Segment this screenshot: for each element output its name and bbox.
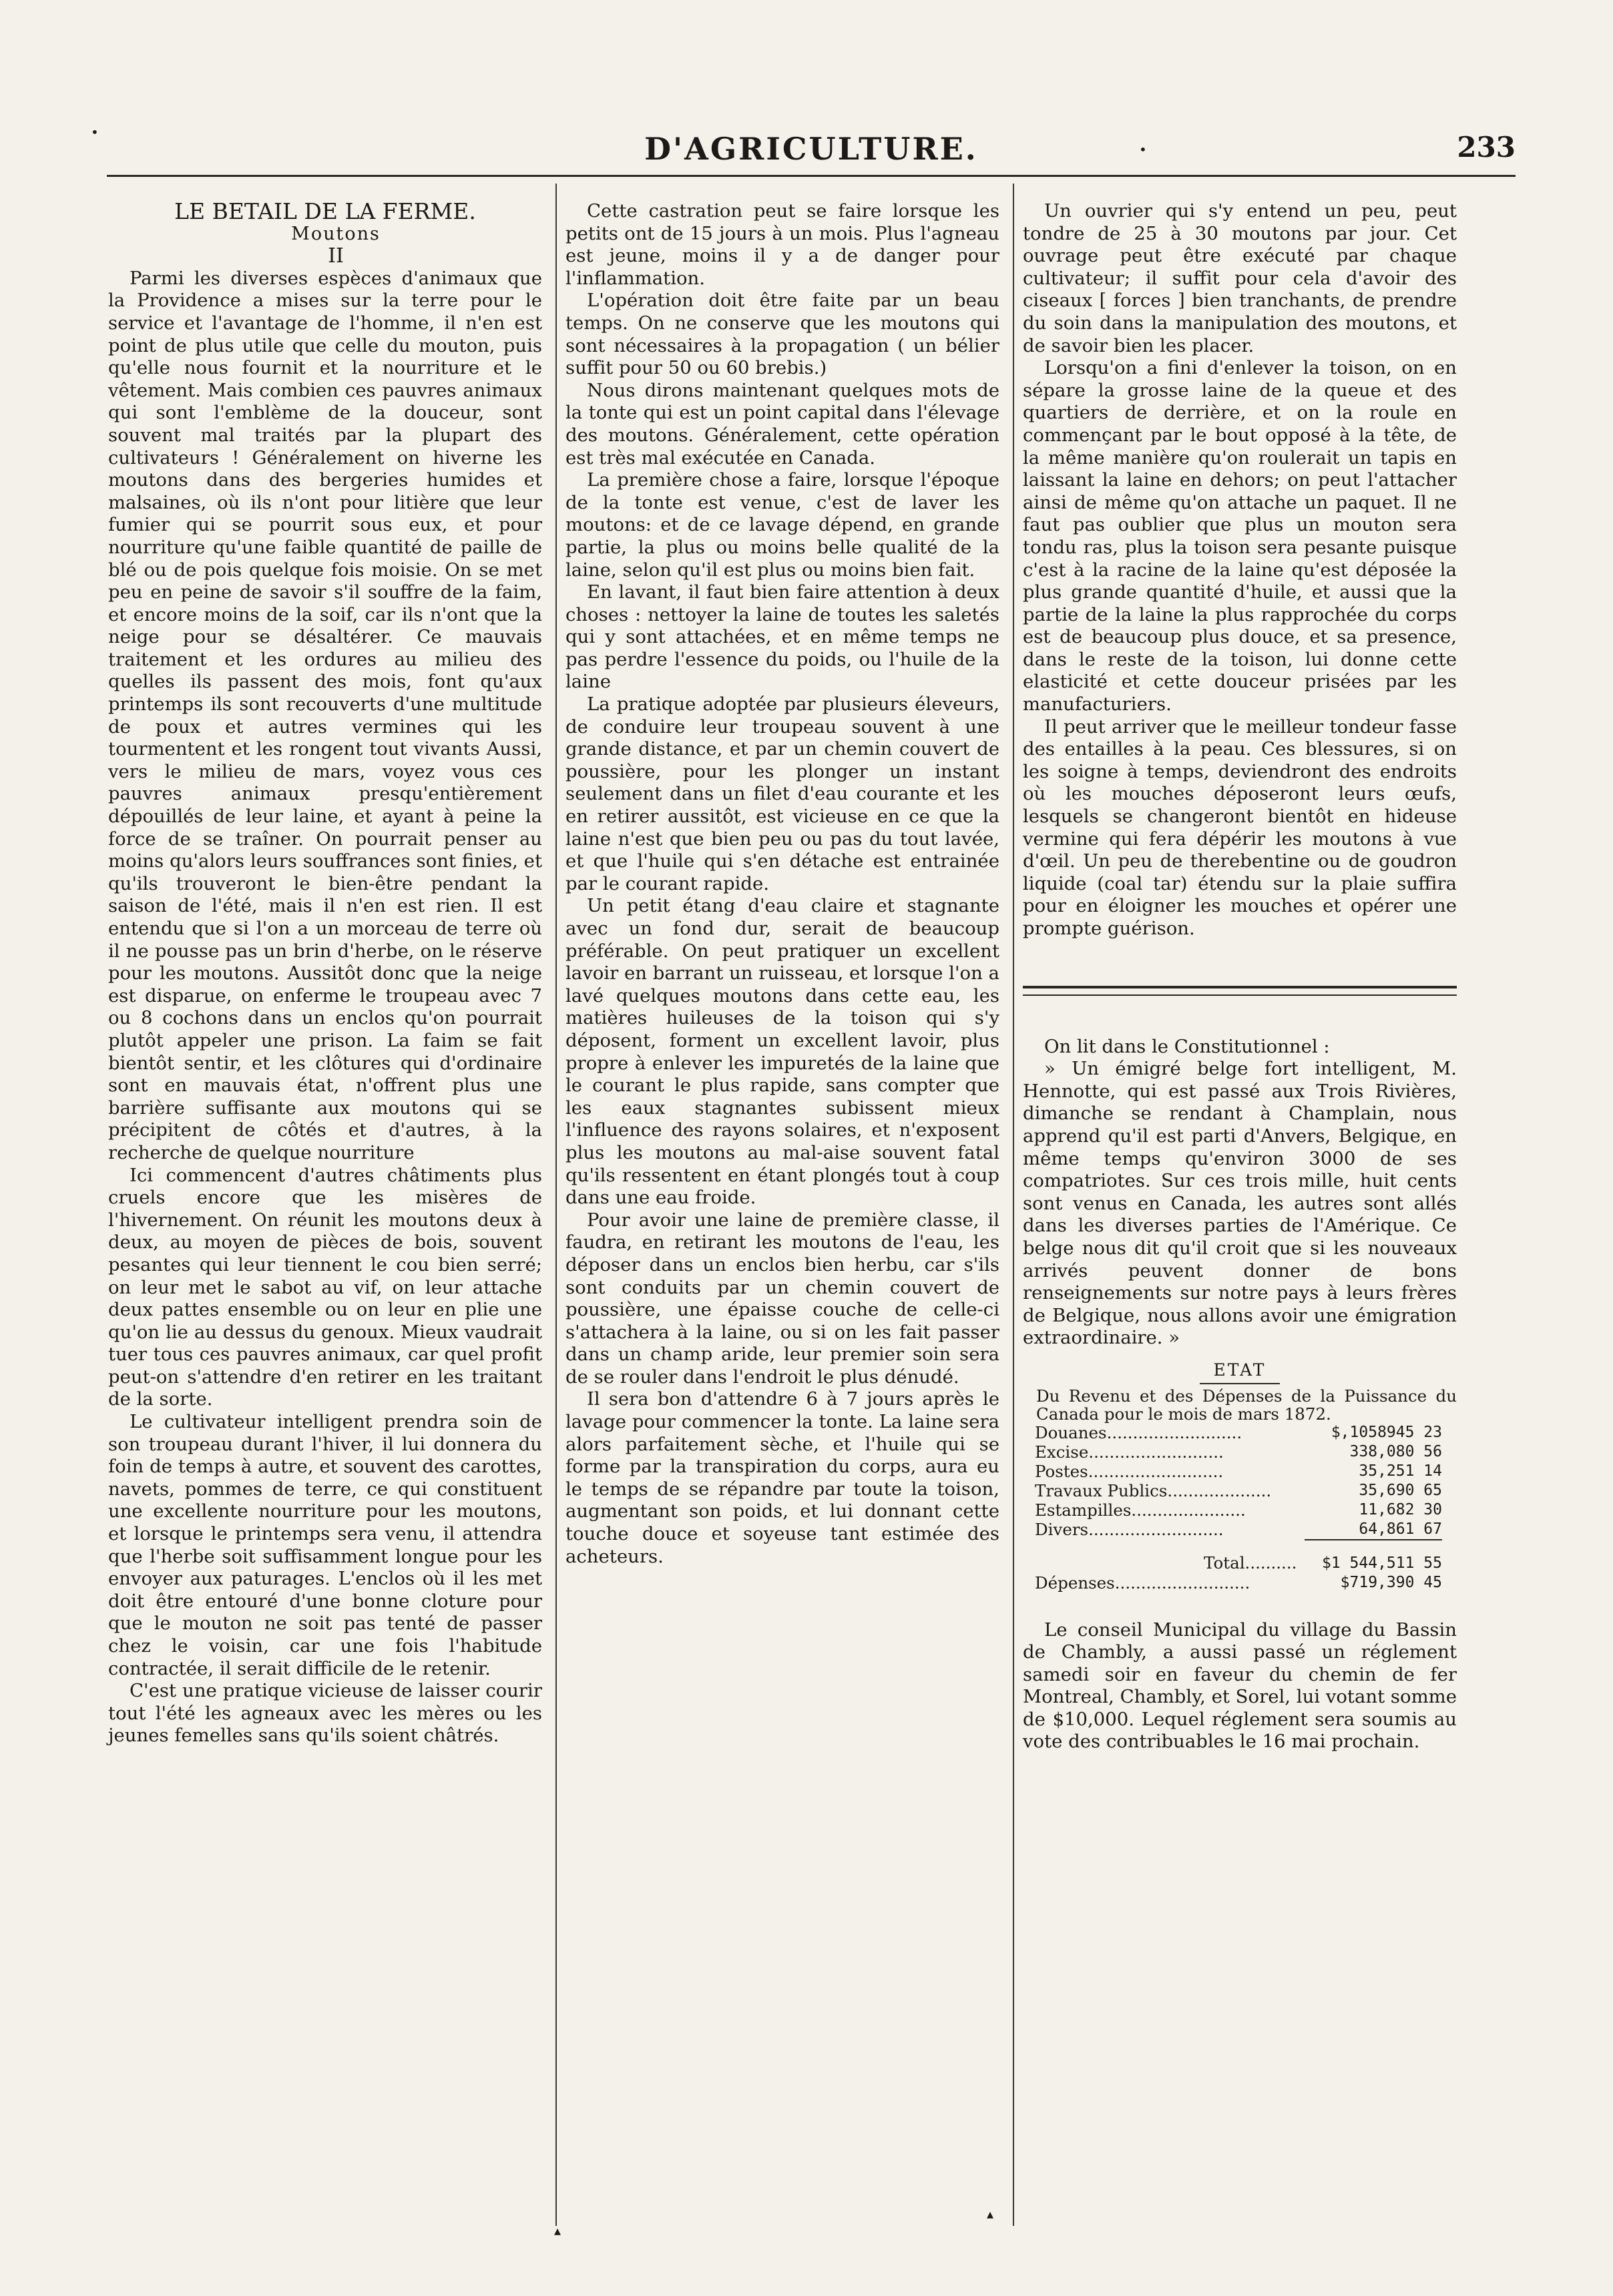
news-paragraph: » Un émigré belge fort intelligent, M. Hennotte, qui est passé aux Trois Rivières, dimanche se rendant à Champlain, nous apprend qu'il est parti d'Anvers, Belgique, en même temps qu'environ 3000 de ses compatriotes. Sur ces trois mille, huit cents sont venus en Canada, les autres sont allés dans les diverses parties de l'Amérique. Ce belge nous dit qu'il croit que si les nouveaux arrivés peuvent donner de bons renseignements sur notre pays à leurs frères de Belgique, nous allons avoir une émigration extraordinaire. »	[1023, 1058, 1457, 1349]
statement-title-rule	[1200, 1383, 1280, 1384]
article-paragraph: L'opération doit être faite par un beau temps. On ne conserve que les moutons qui sont nécessaires à la propagation ( un bélier suffit pour 50 ou 60 brebis.)	[565, 290, 999, 379]
total-amount: $1 544,511 55	[1305, 1540, 1442, 1573]
article-section-number: II	[328, 244, 344, 268]
column-2	[565, 200, 999, 1568]
article-paragraph: La pratique adoptée par plusieurs éleveurs, de conduire leur troupeau souvent à une grande distance, et par un chemin couvert de poussière, pour les plonger un instant seulement dans un filet d'eau courante et les en retirer aussitôt, est vicieuse en ce que la laine n'est que bien peu ou pas du tout lavée, et que l'huile qui s'en détache est entrainée par le courant rapide.	[565, 693, 999, 894]
section-separator	[1023, 986, 1457, 996]
page-header	[107, 131, 1516, 178]
statement-heading: Du Revenu et des Dépenses de la Puissance du Canada pour le mois de mars 1872.	[1036, 1386, 1457, 1424]
table-row	[1035, 1481, 1442, 1500]
article-paragraph: Il peut arriver que le meilleur tondeur fasse des entailles à la peau. Ces blessures, si on les soigne à temps, deviendront des endroits où les mouches déposeront leurs œufs, lesquels se changeront bientôt en hideuse vermine qui fera dépérir les moutons à vue d'œil. Un peu de therebentine ou de goudron liquide (coal tar) étendu sur la plaie suffira pour en éloigner les mouches et opérer une prompte guérison.	[1023, 715, 1457, 939]
header-rule	[107, 175, 1516, 177]
news-lead: On lit dans le Constitutionnel :	[1044, 1035, 1330, 1057]
article-paragraph: Pour avoir une laine de première classe, il faudra, en retirant les moutons de l'eau, les déposer dans un enclos bien herbu, car s'ils sont conduits par un chemin couvert de poussière, une épaisse couche de celle-ci s'attachera à la laine, ou si on les fait passer dans un champ aride, leur premier soin sera de se rouler dans l'endroit le plus dénudé.	[565, 1209, 999, 1388]
row-label: Postes..........................	[1035, 1461, 1224, 1481]
article-title: LE BETAIL DE LA FERME.	[174, 198, 476, 224]
row-label: Excise..........................	[1035, 1442, 1224, 1462]
news-paragraph: Le conseil Municipal du village du Bassin de Chambly, a aussi passé un réglement samedi soir en faveur du chemin de fer Montreal, Chambly, et Sorel, lui votant somme de $10,000. Lequel réglement sera soumis au vote des contribuables le 16 mai prochain.	[1023, 1619, 1457, 1753]
expenses-row	[1035, 1573, 1442, 1593]
article-paragraph: Un ouvrier qui s'y entend un peu, peut tondre de 25 à 30 moutons par jour. Cet ouvrage peut être exécuté par chaque cultivateur; il suffit pour cela d'avoir des ciseaux [ forces ] bien tranchants, de prendre du soin dans la manipulation des moutons, et de savoir bien les placer.	[1023, 200, 1457, 356]
article-paragraph: Un petit étang d'eau claire et stagnante avec un fond dur, serait de beaucoup préférable. On peut pratiquer un excellent lavoir en barrant un ruisseau, et lorsque l'on a lavé quelques moutons dans cette eau, les matières huileuses de la toison qui s'y déposent, forment un excellent lavoir, plus propre à enlever les impuretés de la laine que le courant le plus rapide, sans compter que les eaux stagnantes subissent mieux l'influence des rayons solaires, et n'exposent plus les moutons au mal-aise souvent fatal qu'ils ressentent en étant plongés tout à coup dans une eau froide.	[565, 895, 999, 1209]
column-rule-2	[1013, 184, 1014, 2226]
article-paragraph: La première chose a faire, lorsque l'époque de la tonte est venue, c'est de laver les moutons: et de ce lavage dépend, en grande partie, la plus ou moins belle qualité de la laine, selon qu'il est plus ou moins bien fait.	[565, 469, 999, 581]
statement-title: ETAT	[1213, 1360, 1266, 1380]
column-rule-1	[555, 184, 557, 2226]
article-paragraph: En lavant, il faut bien faire attention à deux choses : nettoyer la laine de toutes les saletés qui y sont attachées, et en même temps ne pas perdre l'essence du poids, ou l'huile de la laine	[565, 581, 999, 693]
table-row	[1035, 1462, 1442, 1481]
table-row	[1035, 1423, 1442, 1442]
row-amount: 64,861 67	[1359, 1520, 1442, 1538]
table-row	[1035, 1442, 1442, 1462]
total-label: Total..........	[1204, 1553, 1297, 1572]
print-mark: ▴	[554, 2223, 561, 2239]
expenses-amount: $719,390 45	[1340, 1573, 1442, 1591]
article-subtitle: Moutons	[291, 223, 381, 244]
total-row	[1035, 1540, 1442, 1573]
row-amount: 338,080 56	[1349, 1442, 1442, 1460]
column-1	[108, 200, 542, 1747]
print-mark: •	[1139, 141, 1147, 158]
article-paragraph: Ici commencent d'autres châtiments plus cruels encore que les misères de l'hivernement. On réunit les moutons deux à deux, au moyen de pièces de bois, souvent pesantes qui leur tiennent le cou bien serré; on leur met le sabot au vif, on leur attache deux pattes ensemble ou on leur en plie une qu'on lie au dessus du genoux. Mieux vaudrait tuer tous ces pauvres animaux, car quel profit peut-on s'attendre d'en retirer en les traitant de la sorte.	[108, 1164, 542, 1410]
row-label: Travaux Publics....................	[1035, 1480, 1272, 1500]
row-label: Estampilles......................	[1035, 1500, 1246, 1520]
row-amount: 35,690 65	[1359, 1481, 1442, 1499]
expenses-label: Dépenses..........................	[1035, 1572, 1250, 1593]
row-amount: $,1058945 23	[1331, 1423, 1442, 1441]
print-mark: •	[91, 124, 99, 140]
article-paragraph: Cette castration peut se faire lorsque les petits ont de 15 jours à un mois. Plus l'agneau est jeune, moins il y a de danger pour l'inflammation.	[565, 200, 999, 289]
row-amount: 35,251 14	[1359, 1462, 1442, 1480]
row-label: Douanes..........................	[1035, 1422, 1242, 1442]
page-number: 233	[1457, 131, 1516, 164]
article-paragraph: Lorsqu'on a fini d'enlever la toison, on en sépare la grosse laine de la queue et des quartiers de derrière, et on la roule en commençant par le bout opposé à la tête, de la même manière qu'on roulerait un tapis en laissant la laine en dehors; on peut l'attacher ainsi de même qu'on attache un paquet. Il ne faut pas oublier que plus un mouton sera tondu ras, plus la toison sera pesante puisque c'est à la racine de la laine qu'est déposée la plus grande quantité d'huile, et aussi que la partie de la laine la plus rapprochée du corps est de beaucoup plus douce, et sa presence, dans le reste de la toison, lui donne cette elasticité et cette douceur prisées par les manufacturiers.	[1023, 357, 1457, 715]
row-label: Divers..........................	[1035, 1520, 1224, 1539]
revenue-table	[1035, 1423, 1442, 1593]
table-row	[1035, 1500, 1442, 1520]
article-paragraph: Le cultivateur intelligent prendra soin de son troupeau durant l'hiver, il lui donnera du foin de temps à autre, et souvent des carottes, navets, pommes de terre, ce qui constituent une excellente nourriture pour les moutons, et lorsque le printemps sera venu, il attendra que l'herbe soit suffisamment longue pour les envoyer aux paturages. L'enclos où il les met doit être entouré d'une bonne cloture pour que le mouton ne soit pas tenté de passer chez le voisin, car une fois l'habitude contractée, il serait difficile de le retenir.	[108, 1411, 542, 1679]
article-paragraph: Parmi les diverses espèces d'animaux que la Providence a mises sur la terre pour le service et l'avantage de l'homme, il n'en est point de plus utile que celle du mouton, puis qu'elle nous fournit et la nourriture et le vêtement. Mais combien ces pauvres animaux qui sont l'emblème de la douceur, sont souvent mal traités par la plupart des cultivateurs ! Généralement on hiverne les moutons dans des bergeries humides et malsaines, où ils n'ont pour litière que leur fumier qui se pourrit sous eux, et pour nourriture qu'une faible quantité de paille de blé ou de pois quelque fois moisie. On se met peu en peine de savoir s'il souffre de la faim, et encore moins de la soif, car ils n'ont que la neige pour se désaltérer. Ce mauvais traitement et les ordures au milieu des quelles ils passent des mois, font qu'aux printemps ils sont recouverts d'une multitude de poux et autres vermines qui les tourmentent et les rongent tout vivants Aussi, vers le milieu de mars, voyez vous ces pauvres animaux presqu'entièrement dépouillés de leur laine, et ayant à peine la force de se traîner. On pourrait penser au moins qu'alors leurs souffrances sont finies, et qu'ils trouveront le bien-être pendant la saison de l'été, mais il n'en est rien. Il est entendu que si l'on a un morceau de terre où il ne pousse pas un brin d'herbe, on le réserve pour les moutons. Aussitôt donc que la neige est disparue, on enferme le troupeau avec 7 ou 8 cochons dans un enclos qu'on pourrait plutôt appeler une prison. La faim se fait bientôt sentir, et les clôtures qui d'ordinaire sont en mauvais état, n'offrent plus une barrière suffisante aux moutons qui se précipitent de côtés et d'autres, à la recherche de quelque nourriture	[108, 267, 542, 1163]
print-mark: ▴	[987, 2206, 994, 2222]
running-title: D'AGRICULTURE.	[644, 131, 978, 167]
article-paragraph: Il sera bon d'attendre 6 à 7 jours après le lavage pour commencer la tonte. La laine sera alors parfaitement sèche, et l'huile qui se forme par la transpiration du corps, aura eu le temps de se répandre par toute la toison, augmentant son poids, et lui donnant cette touche douce et soyeuse tant estimée des acheteurs.	[565, 1388, 999, 1567]
table-row	[1035, 1520, 1442, 1540]
article-paragraph: C'est une pratique vicieuse de laisser courir tout l'été les agneaux avec les mères ou les jeunes femelles sans qu'ils soient châtrés.	[108, 1680, 542, 1747]
article-paragraph: Nous dirons maintenant quelques mots de la tonte qui est un point capital dans l'élevage des moutons. Généralement, cette opération est très mal exécutée en Canada.	[565, 379, 999, 469]
column-3	[1023, 200, 1457, 1753]
row-amount: 11,682 30	[1359, 1500, 1442, 1518]
